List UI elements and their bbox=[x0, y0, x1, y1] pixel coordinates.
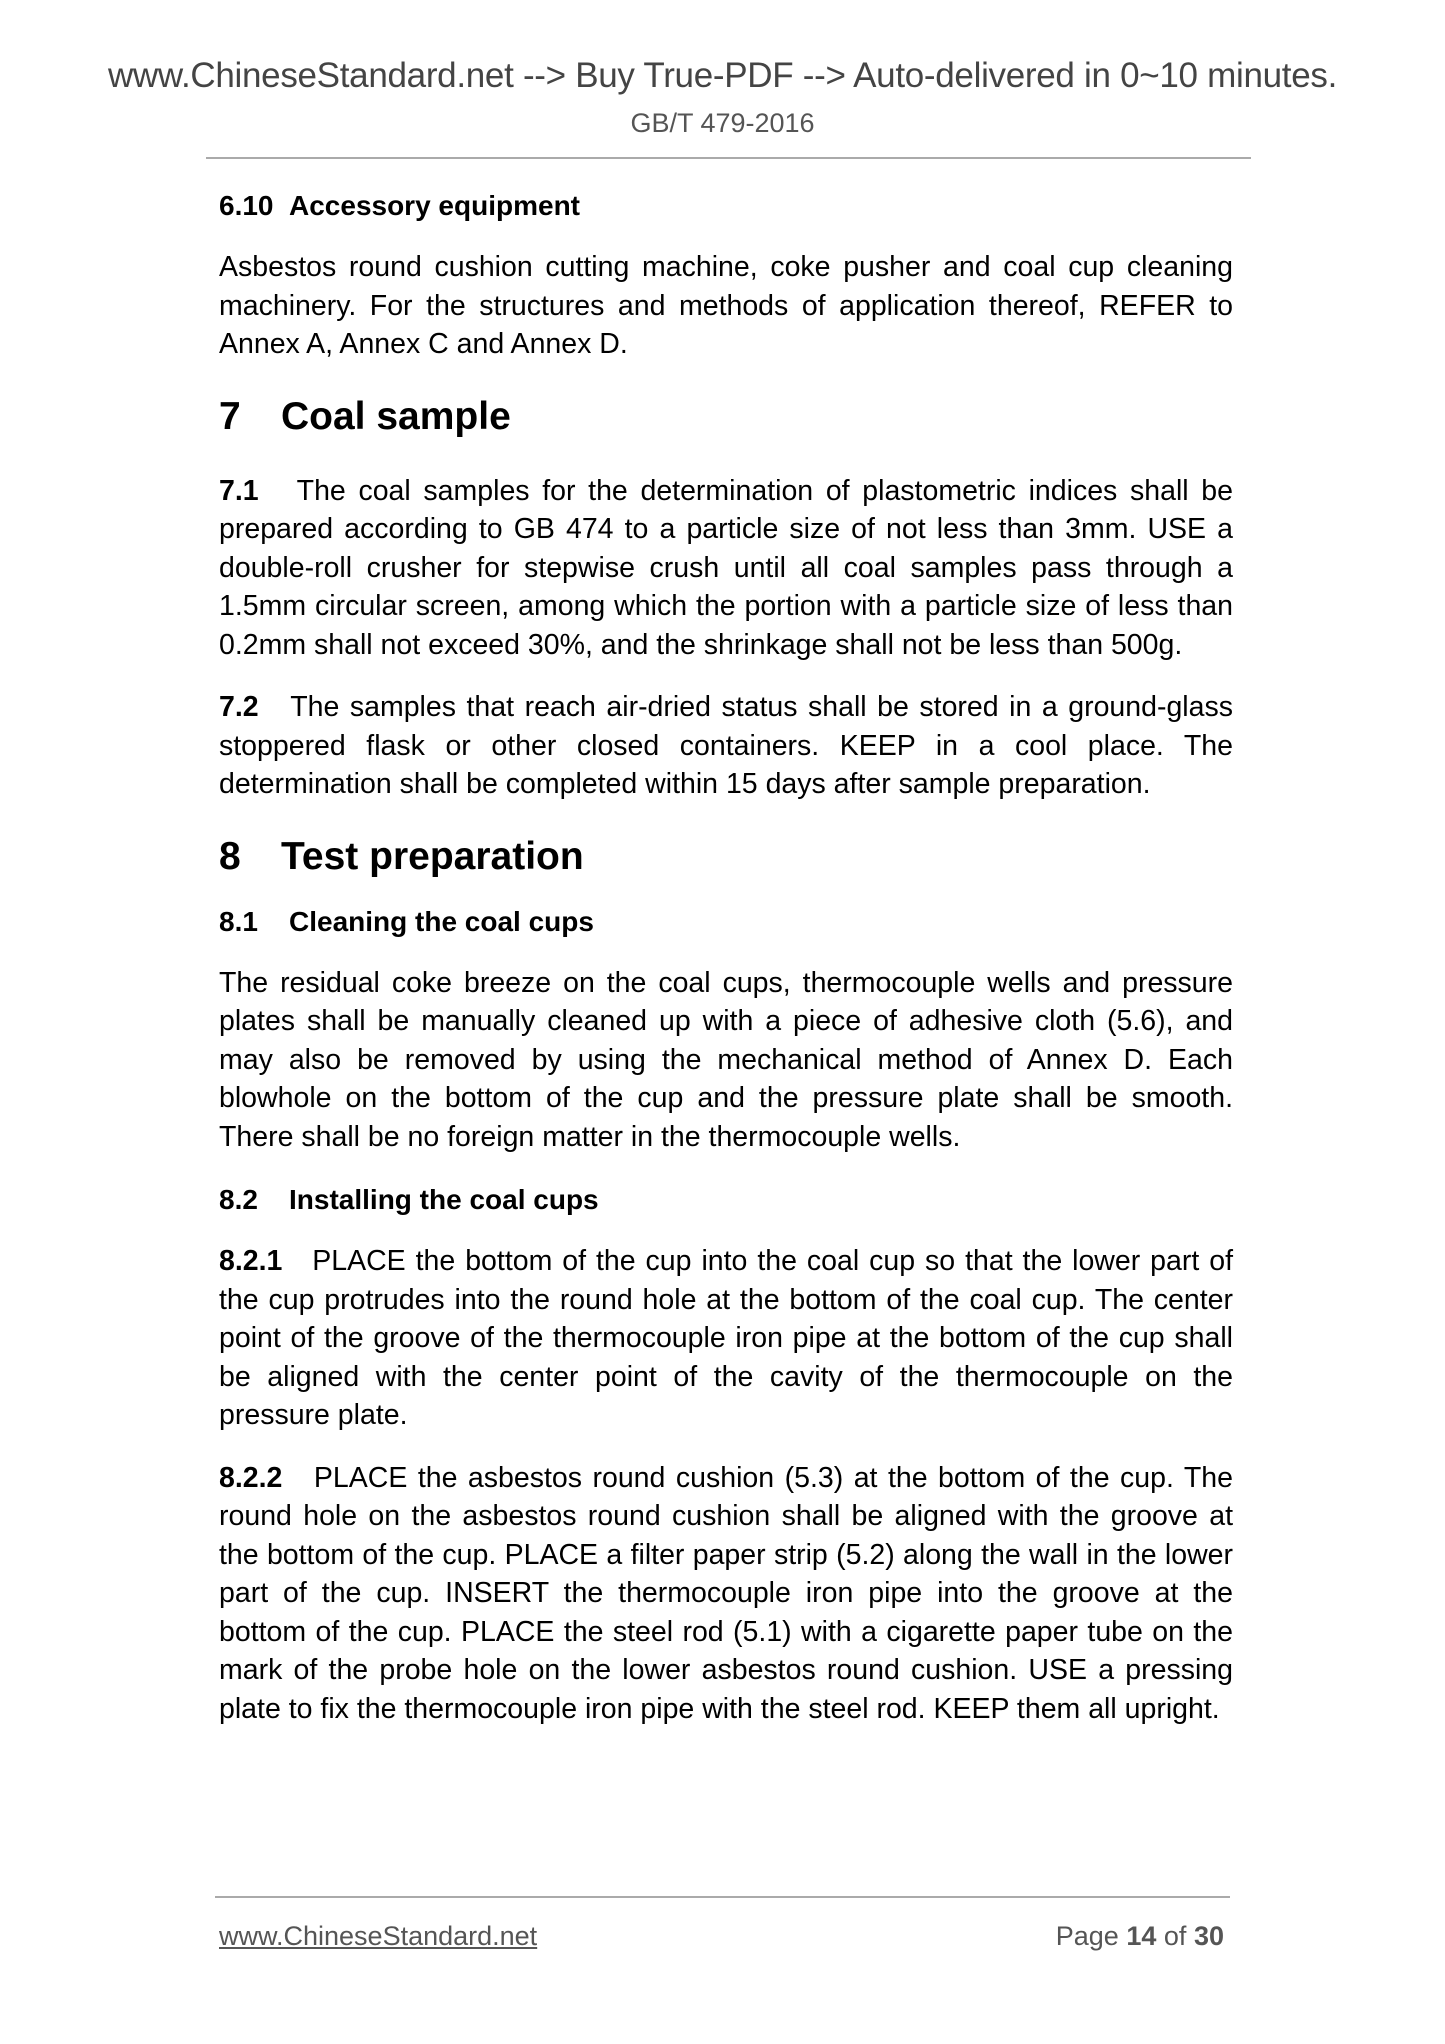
page-of: of bbox=[1163, 1921, 1187, 1951]
heading-8-1 bbox=[219, 902, 1233, 942]
clause-7-1 bbox=[219, 472, 1233, 665]
page-current: 14 bbox=[1126, 1921, 1157, 1951]
clause-text: The samples that reach air-dried status shall be stored in a ground-glass stoppered flask or other closed containers. KEEP in a cool place. The determination shall be completed within 15 days after sample preparation. bbox=[219, 691, 1233, 800]
clause-7-2 bbox=[219, 688, 1233, 804]
clause-number: 7.1 bbox=[219, 474, 259, 507]
paragraph-8-1: The residual coke breeze on the coal cups, thermocouple wells and pressure plates shall be manually cleaned up with a piece of adhesive cloth (5.6), and may also be removed by using the mechanical method of Annex D. Each blowhole on the bottom of the cup and the pressure plate shall be smooth. There shall be no foreign matter in the thermocouple wells. bbox=[219, 966, 1233, 1153]
heading-8-2 bbox=[219, 1180, 1233, 1220]
clause-text: The coal samples for the determination of plastometric indices shall be prepared according to GB 474 to a particle size of not less than 3mm. USE a double-roll crusher for stepwise crush until all coal samples pass through a 1.5mm circular screen, among which the portion with a particle size of less than 0.2mm shall not exceed 30%, and the shrinkage shall not be less than 500g. bbox=[219, 474, 1233, 661]
paragraph-6-10: Asbestos round cushion cutting machine, coke pusher and coal cup cleaning machinery. For the structures and methods of application thereof, REFER to Annex A, Annex C and Annex D. bbox=[219, 251, 1233, 360]
heading-title: Coal sample bbox=[281, 394, 511, 438]
heading-8 bbox=[219, 832, 1233, 882]
heading-number: 8.1 bbox=[219, 905, 258, 937]
heading-7 bbox=[219, 392, 1233, 442]
clause-number: 8.2.1 bbox=[219, 1245, 283, 1277]
clause-8-2-2 bbox=[219, 1459, 1233, 1729]
standard-code: GB/T 479-2016 bbox=[630, 108, 815, 138]
clause-text: PLACE the asbestos round cushion (5.3) at the bottom of the cup. The round hole on the asbestos round cushion shall be aligned with the groove at the bottom of the cup. PLACE a filter paper strip (5.2) along the wall in the lower part of the cup. INSERT the thermocouple iron pipe into the groove at the bottom of the cup. PLACE the steel rod (5.1) with a cigarette paper tube on the mark of the probe hole on the lower asbestos round cushion. USE a pressing plate to fix the thermocouple iron pipe with the steel rod. KEEP them all upright. bbox=[219, 1461, 1233, 1725]
page-label: Page bbox=[1055, 1921, 1119, 1951]
clause-8-2-1 bbox=[219, 1242, 1233, 1435]
heading-title: Accessory equipment bbox=[289, 190, 580, 221]
page-indicator bbox=[1056, 1921, 1224, 1952]
clause-text: PLACE the bottom of the cup into the coal cup so that the lower part of the cup protrudes into the round hole at the bottom of the coal cup. The center point of the groove of the thermocouple iron pipe at the bottom of the cup shall be aligned with the center point of the cavity of the thermocouple on the pressure plate. bbox=[219, 1245, 1233, 1431]
footer-site-link[interactable]: www.ChineseStandard.net bbox=[219, 1921, 538, 1951]
clause-number: 7.2 bbox=[219, 691, 259, 723]
heading-number: 7 bbox=[219, 394, 241, 438]
heading-title: Cleaning the coal cups bbox=[289, 905, 594, 937]
footer-divider bbox=[215, 1896, 1230, 1898]
document-body bbox=[219, 186, 1233, 1728]
header-divider bbox=[206, 157, 1251, 159]
heading-title: Installing the coal cups bbox=[289, 1184, 599, 1215]
heading-number: 6.10 bbox=[219, 190, 274, 221]
heading-6-10 bbox=[219, 186, 1233, 226]
page-total: 30 bbox=[1193, 1921, 1224, 1951]
clause-number: 8.2.2 bbox=[219, 1461, 283, 1494]
heading-title: Test preparation bbox=[281, 834, 584, 878]
heading-number: 8 bbox=[219, 834, 241, 878]
header-banner: www.ChineseStandard.net --> Buy True-PDF --> Auto-delivered in 0~10 minutes. bbox=[107, 56, 1338, 95]
heading-number: 8.2 bbox=[219, 1184, 258, 1215]
